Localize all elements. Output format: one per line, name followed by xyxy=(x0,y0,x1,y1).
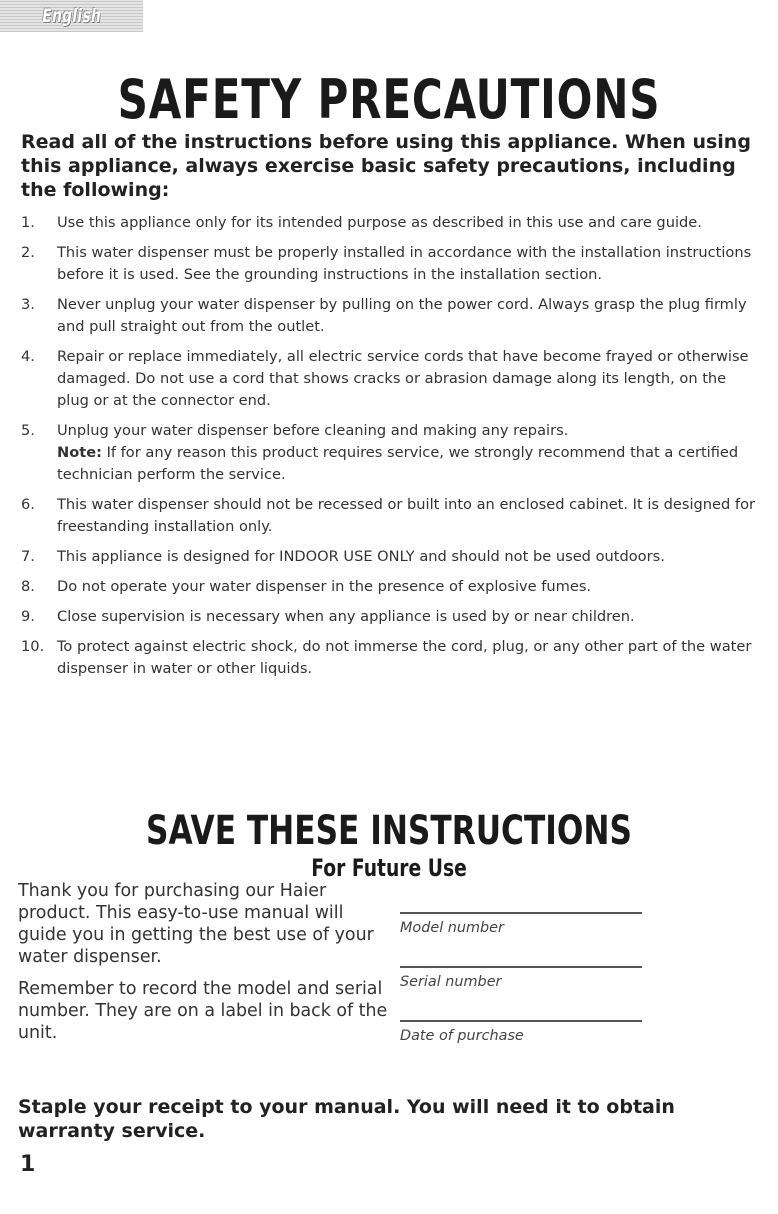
model-number-line xyxy=(400,912,642,914)
item-text: Do not operate your water dispenser in the presence of explosive fumes. xyxy=(57,578,592,595)
item-text: Close supervision is necessary when any appliance is used by or near children. xyxy=(57,608,635,625)
thank-you-text xyxy=(18,880,393,1054)
item-number: 4. xyxy=(21,348,35,365)
item-number: 6. xyxy=(21,496,35,513)
purchase-date-label: Date of purchase xyxy=(400,1028,524,1044)
list-item xyxy=(21,494,761,538)
list-item xyxy=(21,576,761,598)
item-number: 9. xyxy=(21,608,35,625)
serial-number-line xyxy=(400,966,642,968)
serial-number-field[interactable] xyxy=(400,966,642,990)
note-text: If for any reason this product requires service, we strongly recommend that a certified technician perform the service. xyxy=(57,444,739,483)
save-instructions-heading: SAVE THESE INSTRUCTIONS xyxy=(146,808,632,854)
page-title: SAFETY PRECAUTIONS xyxy=(117,68,661,131)
item-text: Never unplug your water dispenser by pulling on the power cord. Always grasp the plug firmly and pull straight out from the outlet. xyxy=(57,296,747,335)
list-item xyxy=(21,294,761,338)
item-text: To protect against electric shock, do not immerse the cord, plug, or any other part of the water dispenser in water or other liquids. xyxy=(57,638,752,677)
staple-receipt-note: Staple your receipt to your manual. You will need it to obtain warranty service. xyxy=(18,1096,675,1142)
list-item xyxy=(21,606,761,628)
item-number: 8. xyxy=(21,578,35,595)
item-number: 5. xyxy=(21,422,35,439)
list-item xyxy=(21,420,761,486)
item-text: Use this appliance only for its intended purpose as described in this use and care guide. xyxy=(57,214,702,231)
list-item xyxy=(21,636,761,680)
list-item xyxy=(21,346,761,412)
list-item xyxy=(21,212,761,234)
item-text: Unplug your water dispenser before cleaning and making any repairs. xyxy=(57,422,569,439)
thanks-paragraph: Thank you for purchasing our Haier product. This easy-to-use manual will guide you in getting the best use of your water dispenser. xyxy=(18,881,374,967)
serial-number-label: Serial number xyxy=(400,974,502,990)
list-item xyxy=(21,242,761,286)
item-number: 1. xyxy=(21,214,35,231)
precautions-list xyxy=(21,212,761,688)
item-number: 10. xyxy=(21,638,45,655)
item-text: Repair or replace immediately, all electric service cords that have become frayed or otherwise damaged. Do not use a cord that shows cracks or abrasion damage along its length, on the plug or at the connector end. xyxy=(57,348,749,409)
purchase-date-field[interactable] xyxy=(400,1020,642,1044)
future-use-heading: For Future Use xyxy=(311,854,467,882)
item-number: 3. xyxy=(21,296,35,313)
list-item xyxy=(21,546,761,568)
item-number: 2. xyxy=(21,244,35,261)
purchase-date-line xyxy=(400,1020,642,1022)
item-text: This water dispenser must be properly installed in accordance with the installation instructions before it is used. See the grounding instructions in the installation section. xyxy=(57,244,752,283)
language-tab xyxy=(0,0,143,32)
model-number-field[interactable] xyxy=(400,912,642,936)
page-number: 1 xyxy=(20,1152,36,1177)
language-label: English xyxy=(42,5,101,27)
intro-paragraph: Read all of the instructions before using this appliance. When using this appliance, always exercise basic safety precautions, including the following: xyxy=(21,131,751,201)
model-number-label: Model number xyxy=(400,920,504,936)
record-reminder-paragraph: Remember to record the model and serial number. They are on a label in back of the unit. xyxy=(18,979,388,1043)
item-text: This water dispenser should not be recessed or built into an enclosed cabinet. It is designed for freestanding installation only. xyxy=(57,496,755,535)
item-text: This appliance is designed for INDOOR USE ONLY and should not be used outdoors. xyxy=(57,548,665,565)
item-text-block xyxy=(57,420,761,486)
note-label: Note: xyxy=(57,444,102,461)
item-number: 7. xyxy=(21,548,35,565)
